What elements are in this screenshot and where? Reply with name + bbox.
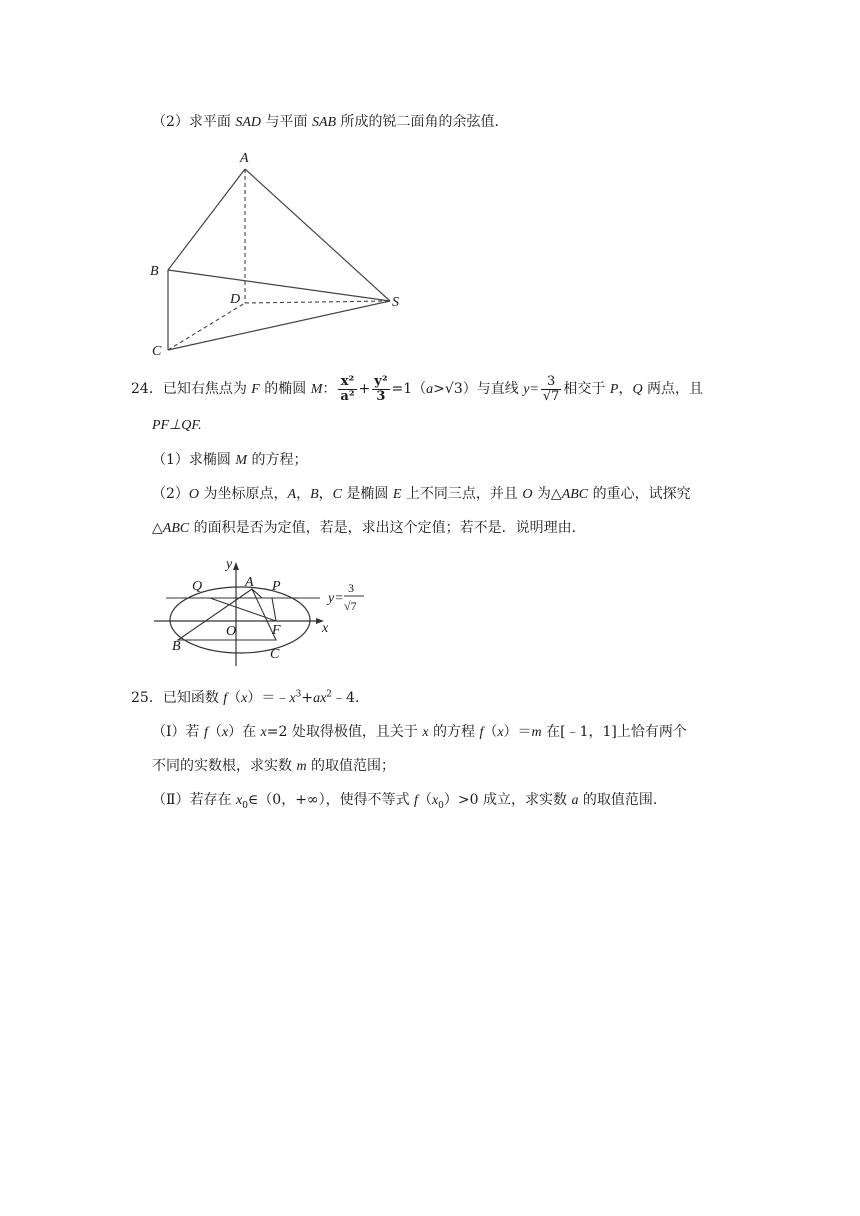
q25-x: x	[241, 691, 248, 706]
q25-p1-l2b: 的取值范围；	[306, 758, 396, 774]
q25-l1-d: ﹣4.	[332, 690, 360, 706]
q24-p2-abc: ABC	[561, 487, 589, 502]
q25-p1-f: f	[203, 725, 208, 740]
frac-x2-a2	[338, 375, 356, 404]
q23-plane-sab: SAB	[311, 115, 337, 130]
q24-p2-a: （2）	[152, 486, 189, 502]
q25-p1-x4: x	[497, 725, 504, 740]
q24-text-a: 已知右焦点为	[162, 381, 252, 397]
frac-3: 3	[372, 389, 389, 404]
q25-p1-m2: m	[296, 759, 307, 774]
label-d: D	[230, 292, 241, 307]
q23-part2-suffix: 所成的锐二面角的余弦值.	[336, 114, 499, 130]
fig2-label-q: Q	[192, 579, 203, 594]
q25-p1-x2: x	[260, 725, 267, 740]
frac-3-sqrt7	[541, 375, 562, 404]
q25-p1-d: =2 处取得极值，且关于	[266, 724, 423, 740]
q24-number: 24．	[131, 381, 163, 397]
fig2-label-a: A	[245, 575, 254, 590]
pyramid-figure	[140, 145, 420, 357]
q25-part1-line2	[152, 756, 395, 777]
q25-l1-a: 已知函数	[162, 690, 224, 706]
q25-x3: x	[289, 691, 296, 706]
segment-ac-side	[252, 589, 262, 598]
q25-p1-b: （	[207, 724, 222, 740]
q23-plane-sad: SAD	[235, 115, 262, 130]
fig2-label-o: O	[226, 624, 237, 639]
q24-comma1: ，	[618, 381, 633, 397]
q25-p1-g: （	[483, 724, 498, 740]
q25-p2-c: （	[417, 792, 432, 808]
q25-p1-h: ）＝	[503, 724, 532, 740]
frac-y2: y²	[374, 373, 388, 389]
q25-p2-x0: x	[235, 793, 243, 808]
q23-part2-prefix: （2）求平面	[152, 114, 236, 130]
q25-f: f	[223, 691, 228, 706]
q24-var-q: Q	[632, 382, 643, 397]
q24-var-f: F	[251, 382, 260, 397]
q25-p2-f: f	[414, 793, 418, 808]
q24-line2: PF⊥QF.	[152, 418, 202, 433]
q25-l1-b: （	[227, 690, 242, 706]
frac-den-sqrt7: √7	[542, 388, 560, 404]
q25-p2-x1: x	[431, 793, 439, 808]
q25-p2-a: （Ⅱ）若存在	[152, 792, 236, 808]
fig2-label-y: y	[226, 557, 233, 572]
q24-l5-b: 的面积是否为定值，若是，求出这个定值；若不是．说明理由.	[189, 520, 577, 536]
q25-p2-b: ∈（0，+∞），使得不等式	[247, 792, 415, 808]
q24-line1	[131, 372, 703, 407]
edge-cd-hidden	[168, 303, 245, 350]
fig2-label-p: P	[272, 579, 281, 594]
q24-text-c: ）与直线	[462, 381, 524, 397]
q24-var-a: a	[426, 382, 434, 397]
fig2-label-c: C	[270, 647, 280, 662]
q25-p2-e: 的取值范围.	[578, 792, 658, 808]
q24-p2-f: 的重心，试探究	[588, 486, 691, 502]
segment-pf	[272, 598, 276, 621]
segment-qf	[210, 598, 276, 621]
edge-ab	[168, 169, 245, 270]
q24-var-m: M	[310, 382, 323, 397]
q24-text-e: 两点，且	[642, 381, 704, 397]
y-axis-arrow	[233, 562, 239, 570]
q25-line1	[131, 688, 359, 709]
q25-ax: ax	[313, 691, 327, 706]
q24-p2-b-var: B	[310, 487, 319, 502]
q24-eq1: =1（	[391, 381, 427, 397]
q25-exp2: 2	[326, 689, 333, 700]
q25-part1-line1	[152, 722, 687, 743]
q25-part2	[152, 790, 657, 811]
frac-num-3: 3	[547, 373, 556, 389]
q25-p1-x: x	[221, 725, 229, 740]
q25-exp3: 3	[295, 689, 302, 700]
fig2-label-x: x	[322, 621, 329, 636]
ellipse-figure	[148, 552, 388, 672]
label-s: S	[392, 295, 399, 310]
edge-cs	[168, 301, 390, 350]
q24-p2-a-var: A	[287, 487, 297, 502]
q23-part2	[152, 112, 499, 133]
q24-line5	[152, 518, 576, 539]
fig2-frac-den: √7	[344, 599, 357, 613]
q24-p2-c2: ，	[318, 486, 333, 502]
q24-p2-b: 为坐标原点，	[199, 486, 288, 502]
q25-p1-a: （Ⅰ）若	[152, 724, 204, 740]
q23-part2-mid: 与平面	[261, 114, 312, 130]
q24-p2-c1: ，	[296, 486, 311, 502]
q24-p1-m: M	[235, 453, 248, 468]
q24-gt-sqrt3: >√3	[433, 381, 463, 397]
q24-part2	[152, 484, 691, 505]
frac-a2: a²	[340, 388, 355, 404]
q25-p1-e: 的方程	[428, 724, 480, 740]
fig2-line-label: y=	[328, 591, 344, 606]
q24-p1-prefix: （1）求椭圆	[152, 452, 236, 468]
edge-bs	[168, 270, 390, 301]
q24-p2-c-var: C	[332, 487, 342, 502]
q24-p2-o2: O	[522, 487, 533, 502]
q25-p2-sub1: 0	[438, 800, 444, 811]
q24-y-eq: y=	[523, 382, 539, 397]
q25-l1-c: ）＝﹣	[247, 690, 290, 706]
plus-sign: +	[358, 381, 371, 397]
q24-p2-o: O	[188, 487, 200, 502]
label-c: C	[152, 344, 162, 357]
fig2-frac-num: 3	[348, 581, 354, 595]
q24-l5-abc: ABC	[162, 521, 190, 536]
label-a: A	[240, 151, 249, 166]
q24-p2-e: E	[392, 487, 402, 502]
q25-p1-c: ）在	[228, 724, 261, 740]
q25-p1-m: m	[531, 725, 542, 740]
q24-p2-c: 是椭圆	[341, 486, 393, 502]
q25-number: 25．	[131, 690, 163, 706]
q25-p2-sub0: 0	[242, 800, 248, 811]
q24-text-b: 的椭圆	[259, 381, 311, 397]
edge-as	[245, 169, 390, 301]
q24-part1	[152, 450, 307, 471]
label-b: B	[150, 264, 159, 279]
q25-p2-d: ）>0 成立，求实数	[443, 792, 572, 808]
q24-var-p: P	[609, 382, 619, 397]
q24-p1-suffix: 的方程；	[247, 452, 308, 468]
frac-y2-3	[372, 375, 389, 404]
q24-colon: ：	[322, 381, 337, 397]
fig2-label-f: F	[272, 623, 281, 638]
q24-p2-e-text: 为△	[532, 486, 562, 502]
q24-l5-a: △	[152, 520, 163, 536]
q25-plus: +	[301, 690, 314, 706]
q25-p1-f2: f	[479, 725, 484, 740]
q24-text-d: 相交于	[563, 381, 610, 397]
edge-ds-hidden	[245, 301, 390, 303]
q25-p1-i: 在[﹣1，1]上恰有两个	[541, 724, 687, 740]
q24-p2-d: 上不同三点，并且	[401, 486, 523, 502]
q25-p1-l2a: 不同的实数根，求实数	[152, 758, 297, 774]
frac-x2: x²	[340, 373, 355, 389]
fig2-label-b: B	[172, 639, 181, 654]
q25-p1-x3: x	[422, 725, 429, 740]
q25-p2-a-var: a	[571, 793, 579, 808]
